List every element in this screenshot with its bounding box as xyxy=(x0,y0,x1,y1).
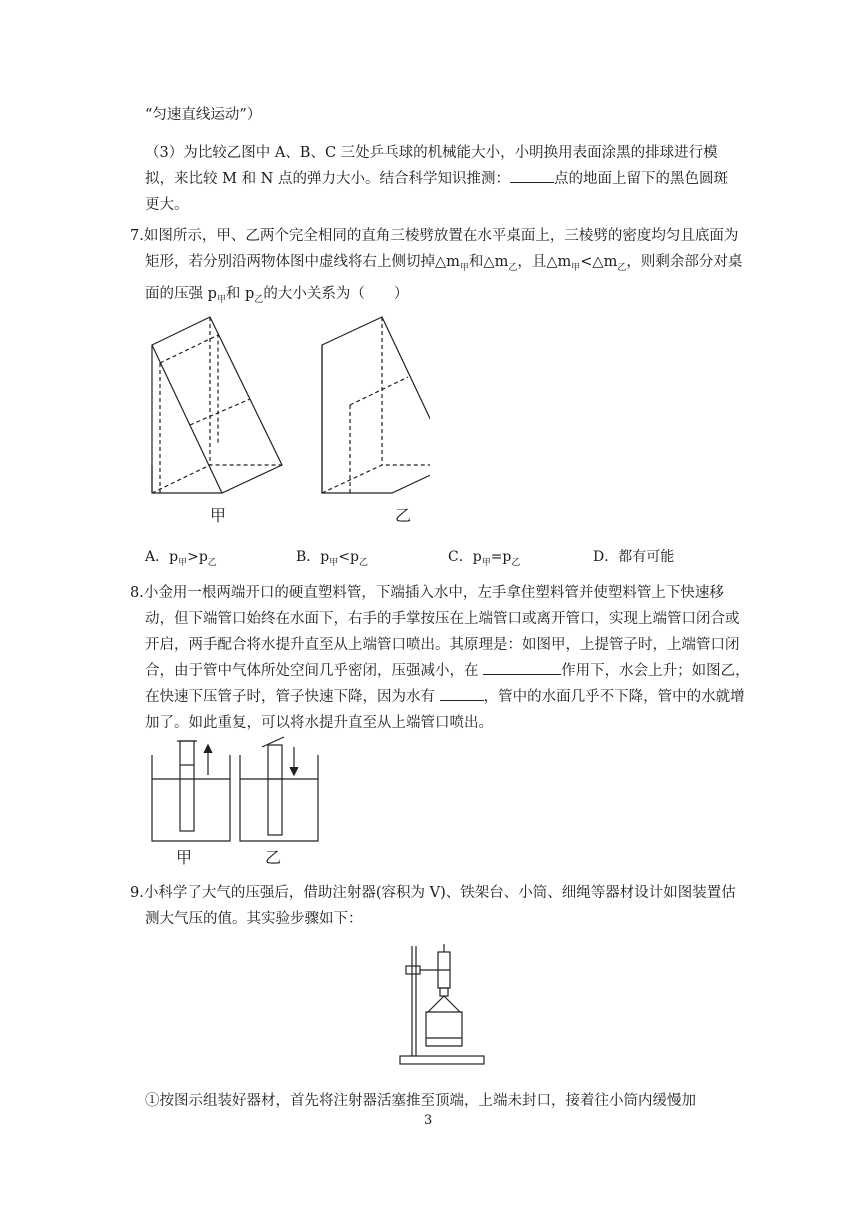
q6-tail-line: “匀速直线运动”） xyxy=(145,107,262,123)
figure-label-jia: 甲 xyxy=(176,848,193,867)
option-c[interactable]: C．$p_甲=p_乙$ xyxy=(448,549,521,568)
option-d[interactable]: D．都有可能 xyxy=(593,549,675,565)
figure-label-yi: 乙 xyxy=(265,848,282,867)
tube-figure xyxy=(150,735,330,847)
question-9: 9.小科学了大气的压强后，借助注射器(容积为 V)、铁架台、小筒、细绳等器材设计如图装置估测大气压的值。其实验步骤如下： xyxy=(130,885,736,927)
figure-label-yi: 乙 xyxy=(395,506,412,525)
answer-blank[interactable] xyxy=(440,684,484,701)
option-a[interactable]: A．$p_甲>p_乙$ xyxy=(145,549,217,568)
apparatus-figure xyxy=(398,942,488,1068)
question-8: 8.小金用一根两端开口的硬直塑料管，下端插入水中，左手拿住塑料管并使塑料管上下快速移动，但下端管口始终在水面下，右手的手掌按压在上端管口或离开管口，实现上端管口闭合或开启，两手配合将水提升直至从上端管口喷出。其原理是：如图甲，上提管子时，上端管口闭合，由于管中气体所处空间几乎密闭，压强减小，在 作用下，水会上升；如图乙，在快速下压管子时，管子快速下降，因为水有 ，管中的水面几乎不下降，管中的水就增加了。如此重复，可以将水提升直至从上端管口喷出。 xyxy=(130,585,750,731)
answer-blank[interactable] xyxy=(510,166,554,183)
figure-label-jia: 甲 xyxy=(210,506,227,525)
answer-blank[interactable] xyxy=(483,658,561,675)
wedge-figure xyxy=(150,315,430,495)
option-b[interactable]: B．$p_甲<p_乙$ xyxy=(296,549,368,568)
question-7: 7.如图所示，甲、乙两个完全相同的直角三棱劈放置在水平桌面上，三棱劈的密度均匀且底面为矩形，若分别沿两物体图中虚线将右上侧切掉$\triangle m_甲$和$\triangle m_乙$，且$\triangle m_甲<\triangle m_乙$，则剩余部分对桌面的压强 $p_甲$和 $p_乙$的大小关系为（ ） xyxy=(130,228,743,305)
q9-step1: ①按图示组装好器材，首先将注射器活塞推至顶端，上端未封口，接着往小筒内缓慢加 xyxy=(145,1093,696,1109)
q6-part3: （3）为比较乙图中 A、B、C 三处乒乓球的机械能大小，小明换用表面涂黑的排球进行模拟，来比较 M 和 N 点的弹力大小。结合科学知识推测： 点的地面上留下的黑色圆斑更大。 xyxy=(145,145,728,213)
page-number: 3 xyxy=(424,1113,433,1128)
